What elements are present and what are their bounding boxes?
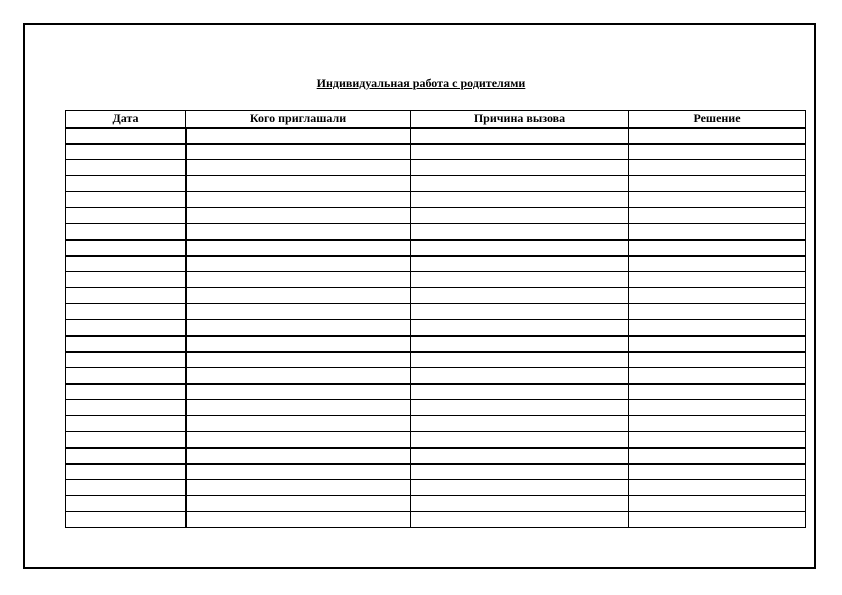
- table-header-row: [66, 111, 806, 128]
- cell-decision: [629, 496, 806, 512]
- cell-date: [66, 192, 186, 208]
- table-row: [66, 352, 806, 368]
- cell-reason: [411, 512, 629, 528]
- cell-date: [66, 240, 186, 256]
- cell-date: [66, 464, 186, 480]
- cell-who-invited: [186, 320, 411, 336]
- table-row: [66, 512, 806, 528]
- cell-date: [66, 480, 186, 496]
- table-row: [66, 304, 806, 320]
- cell-who-invited: [186, 368, 411, 384]
- cell-date: [66, 304, 186, 320]
- cell-who-invited: [186, 480, 411, 496]
- cell-reason: [411, 224, 629, 240]
- cell-reason: [411, 336, 629, 352]
- table-body: [66, 128, 806, 528]
- cell-who-invited: [186, 304, 411, 320]
- cell-who-invited: [186, 400, 411, 416]
- cell-date: [66, 128, 186, 144]
- cell-reason: [411, 208, 629, 224]
- table-row: [66, 336, 806, 352]
- cell-decision: [629, 400, 806, 416]
- table-row: [66, 144, 806, 160]
- cell-who-invited: [186, 240, 411, 256]
- cell-decision: [629, 288, 806, 304]
- header-who-invited: Кого приглашали: [186, 111, 411, 128]
- cell-date: [66, 208, 186, 224]
- table-row: [66, 208, 806, 224]
- header-date: Дата: [66, 111, 186, 128]
- cell-date: [66, 448, 186, 464]
- cell-reason: [411, 144, 629, 160]
- cell-who-invited: [186, 272, 411, 288]
- cell-who-invited: [186, 128, 411, 144]
- table-row: [66, 272, 806, 288]
- table-row: [66, 464, 806, 480]
- cell-decision: [629, 144, 806, 160]
- cell-decision: [629, 320, 806, 336]
- cell-who-invited: [186, 224, 411, 240]
- cell-decision: [629, 240, 806, 256]
- cell-who-invited: [186, 208, 411, 224]
- cell-decision: [629, 464, 806, 480]
- cell-date: [66, 368, 186, 384]
- header-decision: Решение: [629, 111, 806, 128]
- cell-date: [66, 144, 186, 160]
- table-row: [66, 128, 806, 144]
- cell-decision: [629, 192, 806, 208]
- cell-decision: [629, 160, 806, 176]
- cell-who-invited: [186, 288, 411, 304]
- cell-decision: [629, 272, 806, 288]
- cell-decision: [629, 384, 806, 400]
- cell-decision: [629, 480, 806, 496]
- cell-who-invited: [186, 160, 411, 176]
- table-row: [66, 416, 806, 432]
- cell-who-invited: [186, 384, 411, 400]
- cell-who-invited: [186, 448, 411, 464]
- cell-date: [66, 176, 186, 192]
- cell-decision: [629, 256, 806, 272]
- cell-who-invited: [186, 352, 411, 368]
- table-row: [66, 320, 806, 336]
- cell-who-invited: [186, 144, 411, 160]
- cell-reason: [411, 448, 629, 464]
- cell-who-invited: [186, 192, 411, 208]
- cell-reason: [411, 480, 629, 496]
- cell-who-invited: [186, 336, 411, 352]
- table-row: [66, 368, 806, 384]
- cell-decision: [629, 352, 806, 368]
- cell-reason: [411, 160, 629, 176]
- cell-date: [66, 512, 186, 528]
- cell-decision: [629, 224, 806, 240]
- cell-date: [66, 272, 186, 288]
- cell-date: [66, 416, 186, 432]
- cell-reason: [411, 416, 629, 432]
- cell-decision: [629, 448, 806, 464]
- cell-who-invited: [186, 496, 411, 512]
- cell-reason: [411, 240, 629, 256]
- table-row: [66, 256, 806, 272]
- cell-date: [66, 160, 186, 176]
- cell-who-invited: [186, 432, 411, 448]
- cell-reason: [411, 352, 629, 368]
- cell-reason: [411, 304, 629, 320]
- table-row: [66, 288, 806, 304]
- cell-reason: [411, 192, 629, 208]
- cell-date: [66, 432, 186, 448]
- cell-who-invited: [186, 176, 411, 192]
- document-title: Индивидуальная работа с родителями: [316, 76, 526, 90]
- cell-date: [66, 224, 186, 240]
- cell-decision: [629, 336, 806, 352]
- table-row: [66, 432, 806, 448]
- table-row: [66, 496, 806, 512]
- cell-date: [66, 384, 186, 400]
- cell-who-invited: [186, 416, 411, 432]
- header-reason: Причина вызова: [411, 111, 629, 128]
- cell-decision: [629, 416, 806, 432]
- cell-date: [66, 256, 186, 272]
- cell-decision: [629, 512, 806, 528]
- cell-reason: [411, 288, 629, 304]
- cell-reason: [411, 384, 629, 400]
- cell-reason: [411, 464, 629, 480]
- cell-reason: [411, 432, 629, 448]
- table-row: [66, 192, 806, 208]
- cell-who-invited: [186, 464, 411, 480]
- table-row: [66, 480, 806, 496]
- cell-decision: [629, 176, 806, 192]
- cell-date: [66, 288, 186, 304]
- parents-work-table: [65, 110, 806, 528]
- table-row: [66, 160, 806, 176]
- table-row: [66, 176, 806, 192]
- cell-date: [66, 352, 186, 368]
- table-row: [66, 400, 806, 416]
- cell-date: [66, 496, 186, 512]
- cell-reason: [411, 256, 629, 272]
- cell-decision: [629, 368, 806, 384]
- cell-decision: [629, 208, 806, 224]
- cell-who-invited: [186, 512, 411, 528]
- cell-date: [66, 400, 186, 416]
- table-row: [66, 384, 806, 400]
- cell-reason: [411, 176, 629, 192]
- table-row: [66, 224, 806, 240]
- cell-decision: [629, 304, 806, 320]
- cell-who-invited: [186, 256, 411, 272]
- cell-reason: [411, 128, 629, 144]
- cell-reason: [411, 320, 629, 336]
- cell-reason: [411, 496, 629, 512]
- cell-date: [66, 336, 186, 352]
- cell-reason: [411, 400, 629, 416]
- cell-date: [66, 320, 186, 336]
- table-row: [66, 240, 806, 256]
- cell-decision: [629, 432, 806, 448]
- table-row: [66, 448, 806, 464]
- cell-decision: [629, 128, 806, 144]
- cell-reason: [411, 272, 629, 288]
- cell-reason: [411, 368, 629, 384]
